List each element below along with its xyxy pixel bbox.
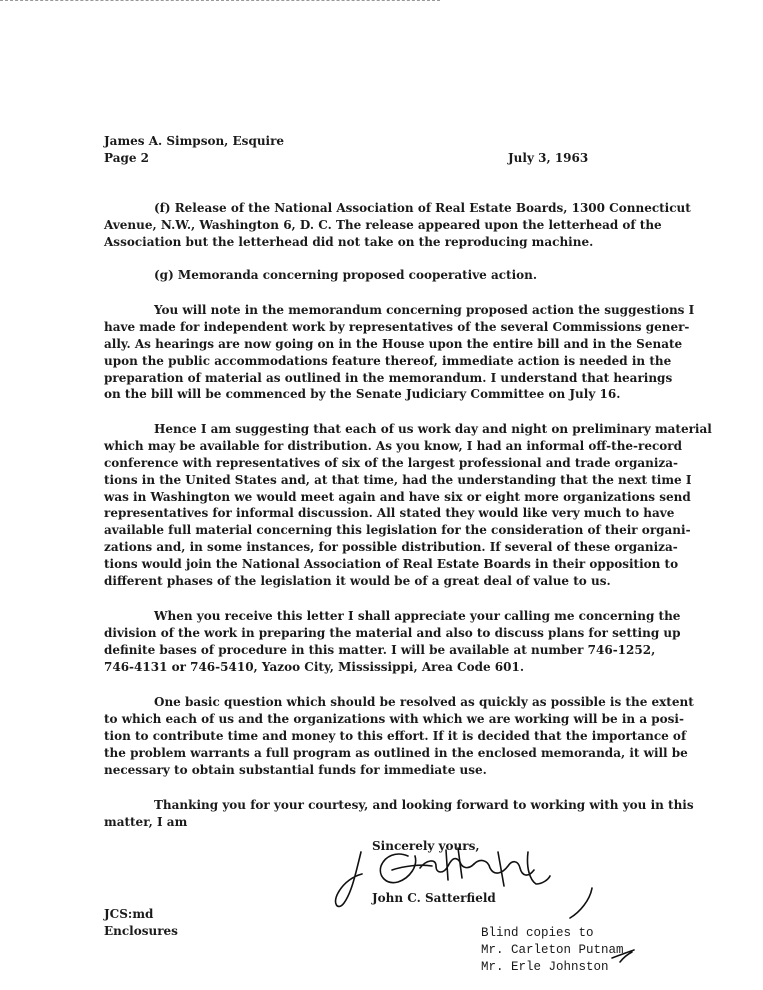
text-line: necessary to obtain substantial funds for immediate use. — [104, 762, 487, 777]
bcc-recipient: Mr. Carleton Putnam — [481, 943, 624, 957]
text-line: preparation of material as outlined in the memorandum. I understand that hearings — [104, 370, 673, 385]
bcc-recipient: Mr. Erle Johnston — [481, 960, 609, 974]
text-line: zations and, in some instances, for possible distribution. If several of these organiza- — [104, 540, 678, 555]
bcc-heading: Blind copies to — [481, 926, 594, 940]
text-line: to which each of us and the organizations with which we are working will be in a posi- — [104, 711, 684, 726]
text-line: Avenue, N.W., Washington 6, D. C. The release appeared upon the letterhead of the — [104, 217, 662, 232]
text-line: Hence I am suggesting that each of us work day and night on preliminary material — [154, 422, 712, 436]
text-line: Thanking you for your courtesy, and looking forward to working with you in this — [154, 798, 694, 812]
text-line: Association but the letterhead did not take on the reproducing machine. — [104, 234, 594, 249]
page-number: Page 2 — [104, 151, 150, 165]
text-line: division of the work in preparing the material and also to discuss plans for setting up — [104, 625, 681, 640]
recipient-line: James A. Simpson, Esquire — [104, 134, 285, 148]
typist-initials: JCS:md — [104, 907, 154, 921]
text-line: When you receive this letter I shall appreciate your calling me concerning the — [154, 609, 681, 623]
text-line: the problem warrants a full program as outlined in the enclosed memoranda, it will be — [104, 745, 688, 760]
text-line: available full material concerning this legislation for the consideration of their organi- — [104, 523, 691, 538]
text-line: matter, I am — [104, 814, 188, 829]
text-line: (f) Release of the National Association of Real Estate Boards, 1300 Connecticut — [154, 201, 691, 215]
enclosures-note: Enclosures — [104, 924, 178, 938]
letter-date: July 3, 1963 — [508, 151, 589, 165]
text-line: tions would join the National Association of Real Estate Boards in their opposition to — [104, 557, 679, 572]
text-line: ally. As hearings are now going on in the House upon the entire bill and in the Senate — [104, 336, 683, 351]
text-line: You will note in the memorandum concerning proposed action the suggestions I — [154, 303, 695, 317]
text-line: One basic question which should be resolved as quickly as possible is the extent — [154, 695, 694, 709]
text-line: definite bases of procedure in this matter. I will be available at number 746-1252, — [104, 642, 656, 657]
text-line: representatives for informal discussion. All stated they would like very much to have — [104, 506, 675, 521]
text-line: tions in the United States and, at that time, had the understanding that the next time I — [104, 472, 692, 487]
text-line: conference with representatives of six of the largest professional and trade organiza- — [104, 455, 679, 470]
text-line: different phases of the legislation it would be of a great deal of value to us. — [104, 574, 611, 589]
text-line: upon the public accommodations feature thereof, immediate action is needed in the — [104, 353, 672, 368]
complimentary-close: Sincerely yours, — [372, 839, 480, 853]
text-line: have made for independent work by representatives of the several Commissions gener- — [104, 319, 690, 334]
text-line: 746-4131 or 746-5410, Yazoo City, Mississippi, Area Code 601. — [104, 659, 525, 674]
signer-name: John C. Satterfield — [372, 891, 496, 905]
text-line: tion to contribute time and money to this effort. If it is decided that the importance of — [104, 728, 687, 743]
text-line: on the bill will be commenced by the Senate Judiciary Committee on July 16. — [104, 387, 621, 402]
text-line: was in Washington we would meet again and have six or eight more organizations send — [104, 489, 691, 504]
text-line: which may be available for distribution. As you know, I had an informal off-the-record — [104, 438, 683, 453]
text-line: (g) Memoranda concerning proposed cooperative action. — [154, 268, 538, 282]
